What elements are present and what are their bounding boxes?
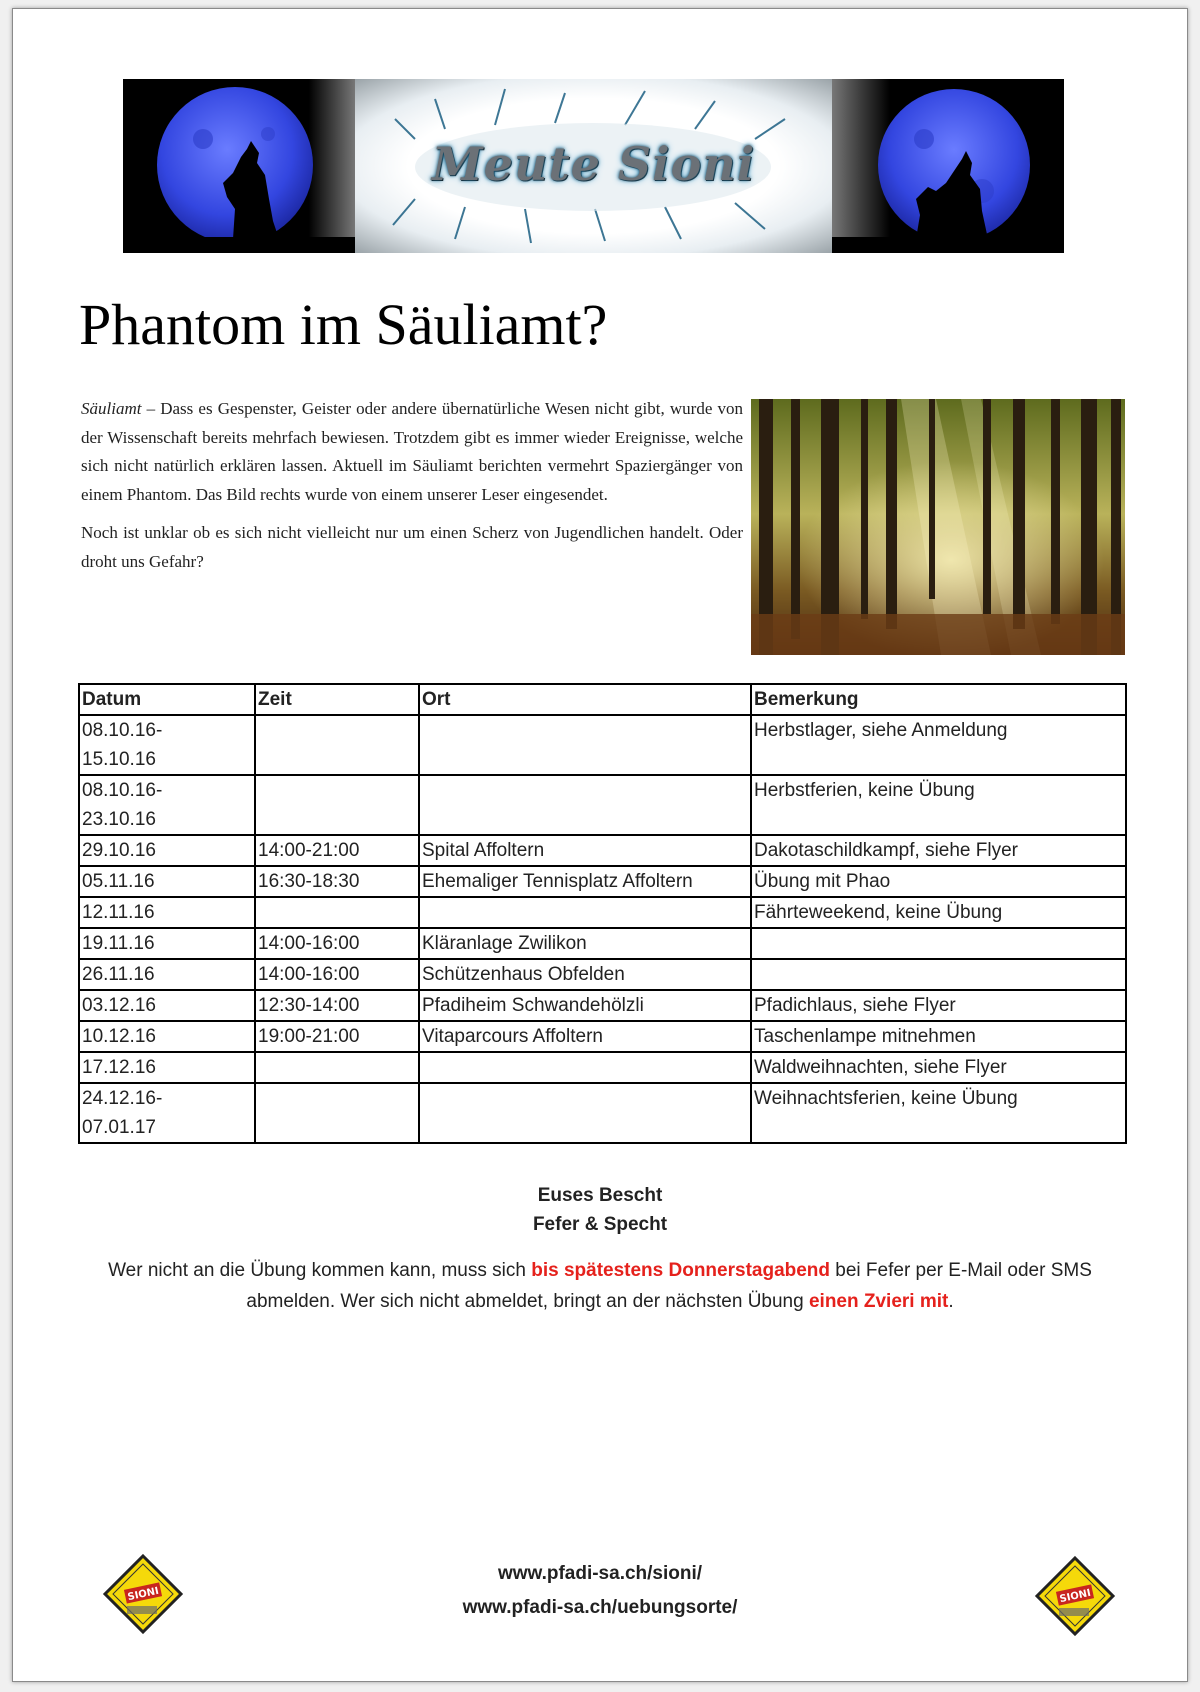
cell-time	[255, 897, 419, 928]
article-text	[81, 395, 743, 586]
cell-remark: Herbstferien, keine Übung	[751, 775, 1126, 835]
table-row	[79, 928, 1126, 959]
table-row	[79, 1021, 1126, 1052]
forest-photo	[751, 399, 1125, 655]
cell-date: 29.10.16	[79, 835, 255, 866]
table-row	[79, 775, 1126, 835]
cell-time: 14:00-16:00	[255, 928, 419, 959]
logo-text: Meute Sioni	[431, 137, 756, 191]
table-row	[79, 866, 1126, 897]
meute-logo	[355, 79, 832, 253]
cell-time	[255, 715, 419, 775]
table-row	[79, 1052, 1126, 1083]
cell-remark: Waldweihnachten, siehe Flyer	[751, 1052, 1126, 1083]
footer-links	[13, 1557, 1187, 1625]
svg-text:SIONI: SIONI	[1058, 1587, 1092, 1606]
cell-remark: Pfadichlaus, siehe Flyer	[751, 990, 1126, 1021]
table-row	[79, 897, 1126, 928]
penalty-highlight: einen Zvieri mit	[808, 1291, 949, 1312]
article-paragraph-2: Noch ist unklar ob es sich nicht vielleicht nur um einen Scherz von Jugendlichen handelt. Oder droht uns Gefahr?	[81, 523, 743, 571]
cell-location	[419, 1052, 751, 1083]
header-banner	[123, 79, 1064, 253]
cell-time: 16:30-18:30	[255, 866, 419, 897]
cell-remark: Dakotaschildkampf, siehe Flyer	[751, 835, 1126, 866]
wolf-moon-image-right	[832, 79, 1064, 253]
cell-date: 12.11.16	[79, 897, 255, 928]
cell-date: 24.12.16- 07.01.17	[79, 1083, 255, 1143]
svg-text:SIONI: SIONI	[126, 1585, 160, 1604]
cell-remark	[751, 928, 1126, 959]
table-row	[79, 715, 1126, 775]
cell-location	[419, 775, 751, 835]
cell-location	[419, 715, 751, 775]
cell-location: Ehemaliger Tennisplatz Affoltern	[419, 866, 751, 897]
table-header-row	[79, 684, 1126, 715]
cell-time	[255, 775, 419, 835]
cell-location: Schützenhaus Obfelden	[419, 959, 751, 990]
cell-remark	[751, 959, 1126, 990]
page-title: Phantom im Säuliamt?	[79, 292, 608, 357]
table-row	[79, 1083, 1126, 1143]
cell-date: 17.12.16	[79, 1052, 255, 1083]
cell-location	[419, 897, 751, 928]
cell-location: Kläranlage Zwilikon	[419, 928, 751, 959]
article-lead: Säuliamt	[81, 399, 142, 418]
cell-remark: Fährteweekend, keine Übung	[751, 897, 1126, 928]
column-header-time: Zeit	[255, 684, 419, 715]
table-row	[79, 835, 1126, 866]
deadline-highlight: bis spätestens Donnerstagabend	[531, 1260, 831, 1281]
column-header-remark: Bemerkung	[751, 684, 1126, 715]
footer-link-sioni[interactable]: www.pfadi-sa.ch/sioni/	[497, 1563, 703, 1584]
cell-remark: Weihnachtsferien, keine Übung	[751, 1083, 1126, 1143]
footer-link-uebungsorte[interactable]: www.pfadi-sa.ch/uebungsorte/	[462, 1597, 738, 1618]
cell-time	[255, 1052, 419, 1083]
column-header-location: Ort	[419, 684, 751, 715]
cell-location: Vitaparcours Affoltern	[419, 1021, 751, 1052]
cell-location	[419, 1083, 751, 1143]
signature-line-2: Fefer & Specht	[532, 1214, 668, 1235]
absence-notice: Wer nicht an die Übung kommen kann, muss sich bis spätestens Donnerstagabend bei Fefer per E-Mail oder SMS abmelden. Wer sich nicht abmeldet, bringt an der nächsten Übung einen Zvieri mit.	[108, 1260, 1092, 1312]
cell-date: 08.10.16- 15.10.16	[79, 715, 255, 775]
cell-date: 08.10.16- 23.10.16	[79, 775, 255, 835]
signature-line-1: Euses Bescht	[537, 1185, 663, 1206]
cell-date: 10.12.16	[79, 1021, 255, 1052]
column-header-date: Datum	[79, 684, 255, 715]
schedule-table	[78, 683, 1127, 1144]
cell-time	[255, 1083, 419, 1143]
article-body-1: Dass es Gespenster, Geister oder andere übernatürliche Wesen nicht gibt, wurde von der Wissenschaft bereits mehrfach bewiesen. Trotzdem gibt es immer wieder Ereignisse, welche sich nicht natürlich erklären lassen. Aktuell im Säuliamt berichten vermehrt Spaziergänger von einem Phantom. Das Bild rechts wurde von einem unserer Leser eingesendet.	[81, 399, 743, 504]
table-row	[79, 959, 1126, 990]
cell-location: Spital Affoltern	[419, 835, 751, 866]
cell-time: 14:00-21:00	[255, 835, 419, 866]
cell-remark: Herbstlager, siehe Anmeldung	[751, 715, 1126, 775]
pfadi-badge-icon-right	[1033, 1554, 1117, 1643]
cell-date: 03.12.16	[79, 990, 255, 1021]
cell-date: 26.11.16	[79, 959, 255, 990]
cell-date: 05.11.16	[79, 866, 255, 897]
document-page	[12, 8, 1188, 1682]
cell-remark: Taschenlampe mitnehmen	[751, 1021, 1126, 1052]
cell-location: Pfadiheim Schwandehölzli	[419, 990, 751, 1021]
cell-time: 19:00-21:00	[255, 1021, 419, 1052]
article-paragraph-1: Säuliamt – Dass es Gespenster, Geister oder andere übernatürliche Wesen nicht gibt, wurde von der Wissenschaft bereits mehrfach bewiesen. Trotzdem gibt es immer wieder Ereignisse, welche sich nicht natürlich erklären lassen. Aktuell im Säuliamt berichten vermehrt Spaziergänger von einem Phantom. Das Bild rechts wurde von einem unserer Leser eingesendet.	[81, 399, 743, 504]
cell-remark: Übung mit Phao	[751, 866, 1126, 897]
wolf-moon-image-left	[123, 79, 355, 253]
table-row	[79, 990, 1126, 1021]
cell-date: 19.11.16	[79, 928, 255, 959]
cell-time: 12:30-14:00	[255, 990, 419, 1021]
cell-time: 14:00-16:00	[255, 959, 419, 990]
signature	[13, 1181, 1187, 1239]
